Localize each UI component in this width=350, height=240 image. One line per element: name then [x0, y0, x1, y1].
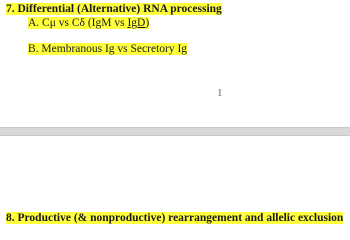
section-7-heading-text: 7. Differential (Alternative) RNA processing — [6, 3, 222, 15]
section-8-heading-text: 8. Productive (& nonproductive) rearrangement and allelic exclusion — [6, 212, 344, 224]
item-a-highlight — [28, 17, 149, 29]
page-break-gap — [0, 127, 350, 136]
item-a-text — [28, 17, 149, 29]
item-a-underlined: IgD — [127, 17, 146, 29]
item-a-suffix: ) — [145, 17, 150, 29]
section-7-heading — [6, 3, 222, 15]
item-a-prefix: A. Cμ vs Cδ (IgM vs — [28, 17, 128, 29]
item-b-text — [28, 43, 187, 55]
document-page-2 — [0, 136, 350, 233]
page-number: 1 — [217, 87, 223, 99]
item-b-highlight: B. Membranous Ig vs Secretory Ig — [28, 43, 188, 55]
section-8-heading — [6, 212, 343, 224]
